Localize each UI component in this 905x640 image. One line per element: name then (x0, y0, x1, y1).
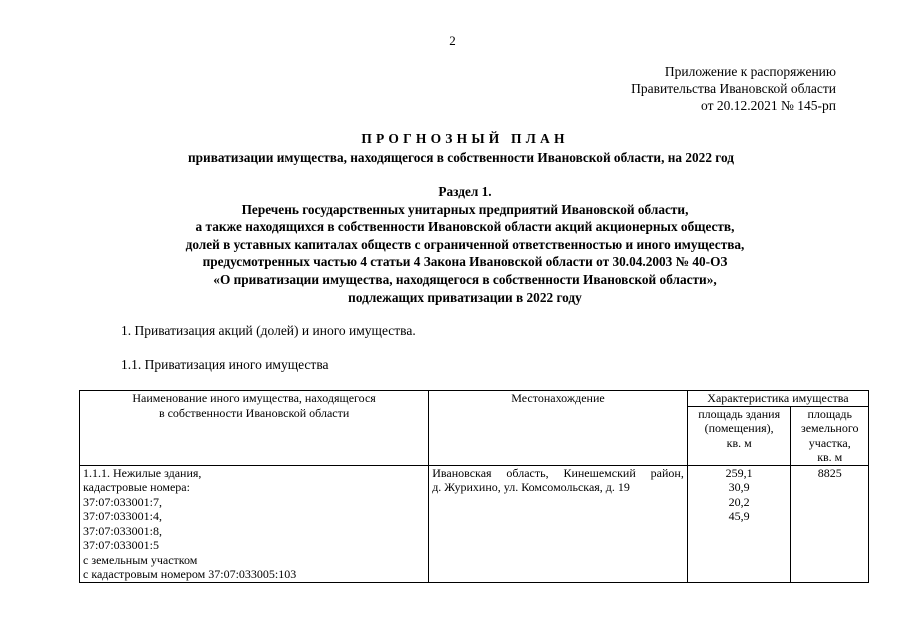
page-number: 2 (449, 33, 456, 48)
cell-name (80, 465, 429, 582)
header-land-area-line: кв. м (817, 450, 843, 464)
name-line: 37:07:033001:8, (83, 523, 163, 538)
header-land-area-line: земельного (800, 421, 859, 435)
header-building-area-line: (помещения), (704, 421, 774, 435)
header-characteristics: Характеристика имущества (687, 391, 868, 407)
building-area-value: 259,1 (725, 465, 753, 480)
table-header-row (80, 391, 869, 407)
building-area-value: 20,2 (728, 494, 750, 509)
name-line: кадастровые номера: (83, 480, 190, 494)
table-row (80, 465, 869, 582)
cell-land-area: 8825 (791, 465, 869, 582)
document-title: ПРОГНОЗНЫЙ ПЛАН (361, 131, 569, 146)
header-location: Местонахождение (429, 391, 688, 466)
section-heading-block (0, 183, 905, 306)
name-line: с земельным участком (83, 552, 198, 567)
location-line: д. Журихино, ул. Комсомольская, д. 19 (432, 480, 630, 494)
cell-location (429, 465, 688, 582)
building-area-value: 30,9 (728, 480, 750, 494)
section-line: долей в уставных капиталах обществ с ограниченной ответственностью и иного имущества, (185, 236, 745, 252)
header-building-area-line: площадь здания (698, 406, 781, 421)
name-line: 37:07:033001:5 (83, 538, 160, 552)
cell-building-area (687, 465, 791, 582)
section-heading: Раздел 1. (438, 184, 492, 199)
list-item-1-1: 1.1. Приватизация иного имущества (121, 357, 329, 372)
appendix-line: Правительства Ивановской области (631, 81, 836, 96)
appendix-line: Приложение к распоряжению (664, 64, 836, 79)
name-line: 37:07:033001:4, (83, 509, 163, 523)
header-building-area (687, 406, 791, 465)
name-line: с кадастровым номером 37:07:033005:103 (83, 567, 297, 581)
name-line: 37:07:033001:7, (83, 494, 163, 509)
property-table (79, 390, 869, 583)
section-line: предусмотренных частью 4 статьи 4 Закона Ивановской области от 30.04.2003 № 40-ОЗ (202, 254, 728, 270)
name-line: 1.1.1. Нежилые здания, (83, 465, 202, 480)
document-subtitle: приватизации имущества, находящегося в собственности Ивановской области, на 2022 год (188, 150, 734, 165)
building-area-value: 45,9 (728, 509, 750, 523)
appendix-note (631, 63, 836, 114)
section-line: Перечень государственных унитарных предприятий Ивановской области, (241, 201, 689, 217)
header-land-area-line: участка, (808, 435, 851, 450)
header-name (80, 391, 429, 466)
header-land-area-line: площадь (807, 406, 853, 421)
header-land-area (791, 406, 869, 465)
header-name-line: в собственности Ивановской области (158, 405, 350, 420)
appendix-line: от 20.12.2021 № 145-рп (701, 98, 836, 113)
section-line: подлежащих приватизации в 2022 году (348, 289, 582, 305)
section-line: а также находящихся в собственности Ивановской области акций акционерных обществ, (195, 219, 735, 235)
header-building-area-line: кв. м (726, 435, 752, 450)
header-name-line: Наименование иного имущества, находящегося (132, 391, 376, 405)
list-item-1: 1. Приватизация акций (долей) и иного имущества. (121, 323, 416, 338)
section-line: «О приватизации имущества, находящегося в собственности Ивановской области», (213, 271, 717, 287)
location-line: Ивановская область, Кинешемский район, (432, 465, 684, 480)
